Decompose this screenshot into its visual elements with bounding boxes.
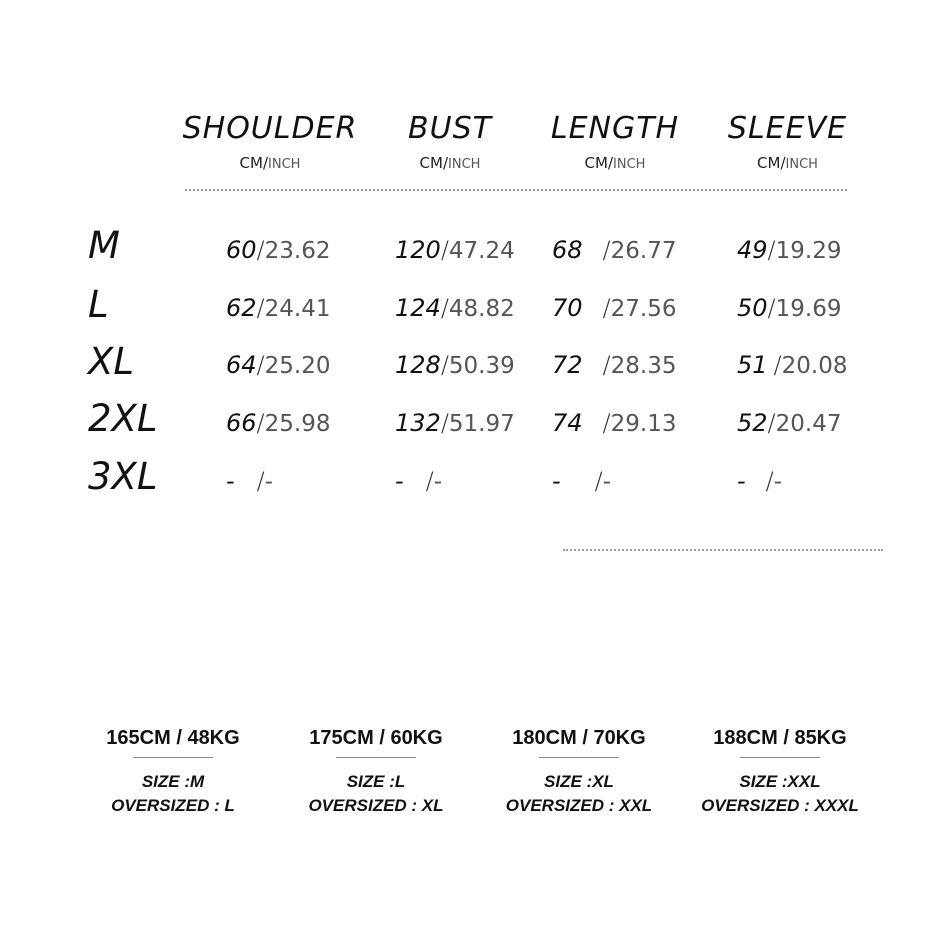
model-fit-card [680,725,880,818]
length-cell: - /- [552,467,612,495]
table-bottom-divider [563,549,883,551]
model-fit-card [479,725,679,818]
model-divider [740,757,820,758]
size-label: 3XL [88,455,158,498]
model-size: SIZE :XXL [739,772,821,791]
column-unit: CM/INCH [757,154,818,172]
model-size: SIZE :XL [544,772,614,791]
model-fit-card [73,725,273,818]
model-oversized: OVERSIZED : XXXL [701,796,859,815]
shoulder-cell: 66/25.98 [226,409,331,437]
size-label: L [88,283,109,326]
model-height-weight: 165CM / 48KG [106,727,240,749]
bust-cell: 132/51.97 [395,409,515,437]
column-title: SHOULDER [182,111,358,146]
size-label: 2XL [88,397,158,440]
size-label: M [88,224,120,267]
size-label: XL [88,340,134,383]
shoulder-cell: 62/24.41 [226,294,331,322]
shoulder-cell: 64/25.20 [226,351,331,379]
length-cell: 72 /28.35 [552,351,677,379]
column-unit: CM/INCH [584,154,646,172]
shoulder-cell: - /- [226,467,274,495]
column-title: LENGTH [550,111,680,146]
header-divider [185,189,847,191]
model-size: SIZE :L [346,772,406,791]
column-header-length [540,112,690,174]
model-divider [336,757,416,758]
sleeve-cell: 50/19.69 [737,294,842,322]
length-cell: 74 /29.13 [552,409,677,437]
model-size: SIZE :M [141,772,205,791]
model-oversized: OVERSIZED : L [111,796,235,815]
model-height-weight: 175CM / 60KG [309,727,443,749]
model-divider [539,757,619,758]
column-header-shoulder [180,112,360,174]
column-unit: CM/INCH [239,154,301,172]
model-fit-card [276,725,476,818]
model-divider [133,757,213,758]
sleeve-cell: 49/19.29 [737,236,842,264]
column-header-sleeve [715,112,860,174]
model-height-weight: 180CM / 70KG [512,727,646,749]
shoulder-cell: 60/23.62 [226,236,331,264]
model-oversized: OVERSIZED : XXL [505,796,653,815]
model-height-weight: 188CM / 85KG [713,727,847,749]
column-header-bust [380,112,520,174]
length-cell: 68 /26.77 [552,236,677,264]
bust-cell: 124/48.82 [395,294,515,322]
bust-cell: 128/50.39 [395,351,515,379]
column-title: BUST [408,111,492,146]
length-cell: 70 /27.56 [552,294,677,322]
model-oversized: OVERSIZED : XL [308,796,444,815]
column-unit: CM/INCH [419,154,481,172]
column-title: SLEEVE [727,111,848,146]
brand-watermark [88,105,128,185]
bust-cell: - /- [395,467,443,495]
sleeve-cell: 51 /20.08 [737,351,848,379]
sleeve-cell: 52/20.47 [737,409,842,437]
sleeve-cell: - /- [737,467,783,495]
bust-cell: 120/47.24 [395,236,515,264]
